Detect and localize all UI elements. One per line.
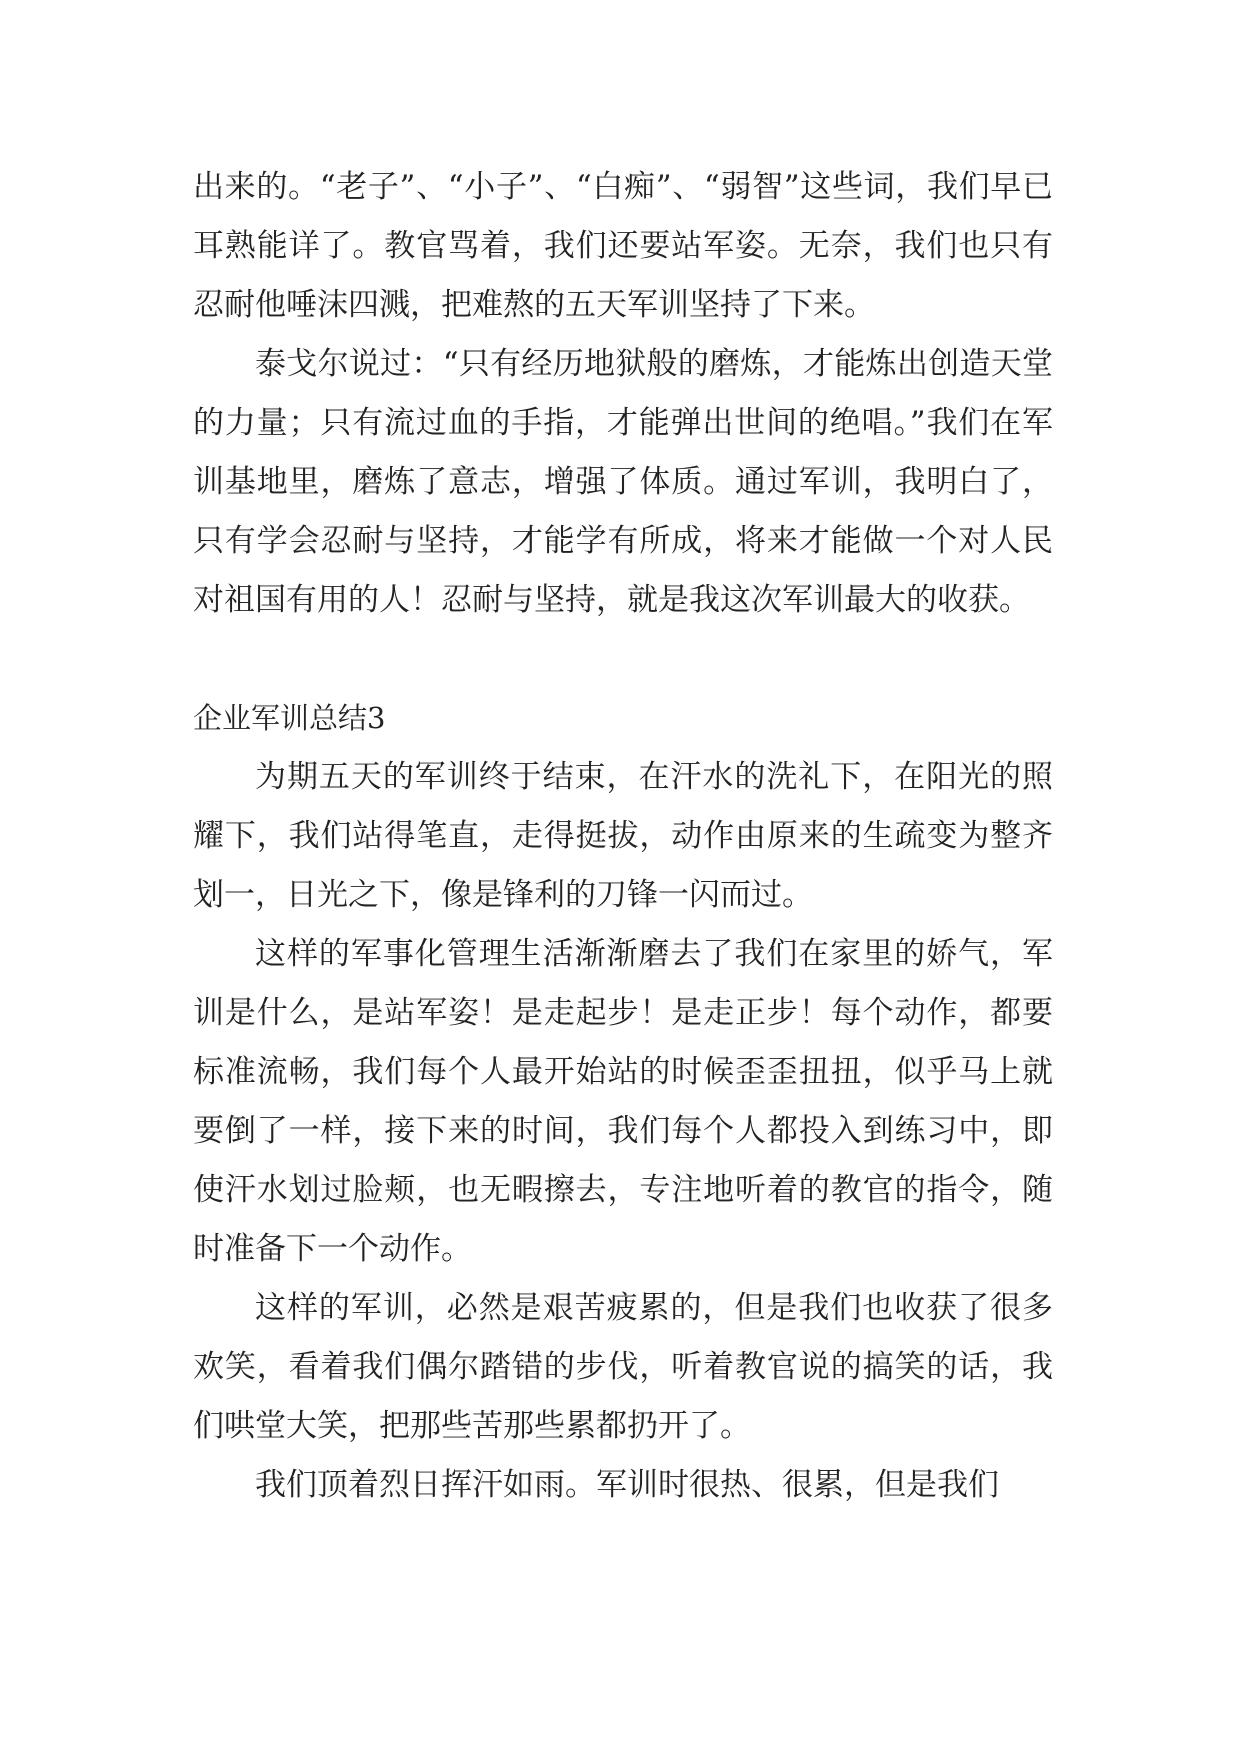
paragraph-tagore-quote: 泰戈尔说过：“只有经历地狱般的磨炼，才能炼出创造天堂的力量；只有流过血的手指，才能弹出世间的绝唱。”我们在军训基地里，磨炼了意志，增强了体质。通过军训，我明白了，只有学会忍耐与坚持，才能学有所成，将来才能做一个对人民对祖国有用的人！忍耐与坚持，就是我这次军训最大的收获。 bbox=[193, 346, 1053, 618]
paragraph-1: 为期五天的军训终于结束，在汗水的洗礼下，在阳光的照耀下，我们站得笔直，走得挺拔，动作由原来的生疏变为整齐划一，日光之下，像是锋利的刀锋一闪而过。 bbox=[193, 759, 1053, 913]
paragraph-continued: 出来的。“老子”、“小子”、“白痴”、“弱智”这些词，我们早已耳熟能详了。教官骂着，我们还要站军姿。无奈，我们也只有忍耐他唾沫四溅，把难熬的五天军训坚持了下来。 bbox=[193, 169, 1053, 323]
document-body bbox=[193, 158, 1053, 1515]
paragraph-3: 这样的军训，必然是艰苦疲累的，但是我们也收获了很多欢笑，看着我们偶尔踏错的步伐，听着教官说的搞笑的话，我们哄堂大笑，把那些苦那些累都扔开了。 bbox=[193, 1290, 1053, 1444]
paragraph-2: 这样的军事化管理生活渐渐磨去了我们在家里的娇气，军训是什么，是站军姿！是走起步！是走正步！每个动作，都要标准流畅，我们每个人最开始站的时候歪歪扭扭，似乎马上就要倒了一样，接下来的时间，我们每个人都投入到练习中，即使汗水划过脸颊，也无暇擦去，专注地听着的教官的指令，随时准备下一个动作。 bbox=[193, 936, 1053, 1267]
paragraph-4: 我们顶着烈日挥汗如雨。军训时很热、很累，但是我们 bbox=[255, 1467, 999, 1503]
section-title: 企业军训总结3 bbox=[193, 701, 386, 735]
